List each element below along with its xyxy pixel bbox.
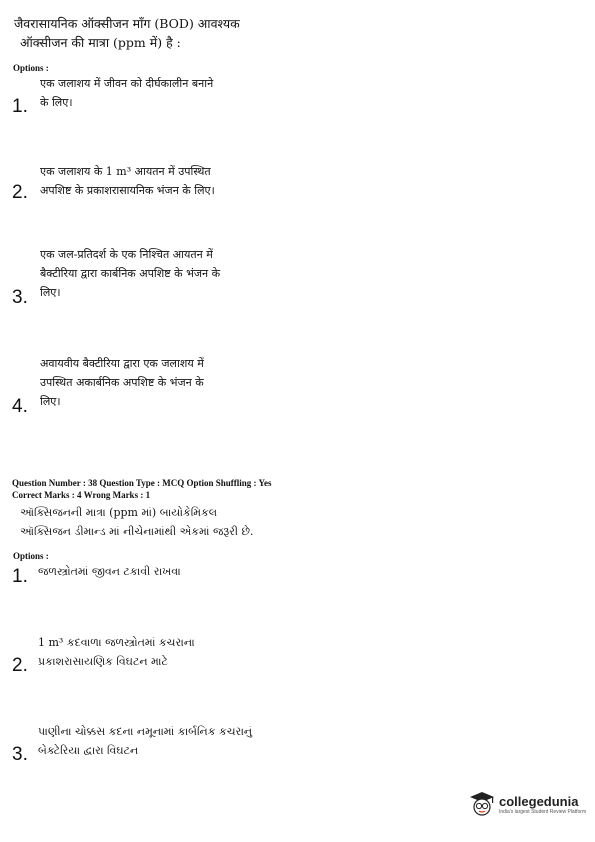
- option-number: 2.: [12, 655, 28, 676]
- option-text: अपशिष्ट के प्रकाशरासायनिक भंजन के लिए।: [40, 184, 215, 197]
- option-number: 2.: [12, 182, 28, 203]
- options-label: Options :: [13, 63, 49, 73]
- question-line: जैवरासायनिक ऑक्सीजन माँग (BOD) आवश्यक: [14, 16, 240, 31]
- question-line: ઑક્સિજન ડીમાન્ડ માં નીચેનામાંથી એકમાં જરૂરી છે.: [20, 525, 254, 538]
- question-38-meta: [12, 477, 271, 501]
- question-37-text: [14, 14, 240, 52]
- option-text: लिए।: [40, 286, 61, 299]
- option-text: लिए।: [40, 395, 61, 408]
- question-line: ઑક્સિજનની માત્રા (ppm માં) બાયોકેમિકલ: [20, 506, 218, 519]
- option-text: 1 m³ કદવાળા જળસ્ત્રોતમાં કચરાના: [38, 636, 195, 649]
- option-text: પાણીના ચોક્કસ કદના નમૂનામાં કાર્બનિક કચરાનું: [38, 725, 253, 738]
- option-number: 3.: [12, 287, 28, 308]
- option-number: 3.: [12, 744, 28, 765]
- option-text: के लिए।: [40, 96, 73, 109]
- question-meta-line: Question Number : 38 Question Type : MCQ Option Shuffling : Yes: [12, 478, 272, 488]
- logo-wordmark: collegedunia: [499, 793, 579, 809]
- option-text: જળસ્ત્રોતમાં જીવન ટકાવી રાખવા: [38, 565, 181, 578]
- question-line: ऑक्सीजन की मात्रा (ppm में) है :: [20, 35, 181, 50]
- question-38-text: [20, 503, 254, 541]
- question-meta-line: Correct Marks : 4 Wrong Marks : 1: [12, 490, 151, 500]
- option-number: 1.: [12, 566, 28, 587]
- option-text: एक जलाशय में जीवन को दीर्घकालीन बनाने: [40, 77, 214, 90]
- options-label: Options :: [13, 551, 49, 561]
- option-text: एक जलाशय के 1 m³ आयतन में उपस्थित: [40, 165, 211, 178]
- option-number: 4.: [12, 396, 28, 417]
- option-text: अवायवीय बैक्टीरिया द्वारा एक जलाशय में: [40, 357, 204, 370]
- option-number: 1.: [12, 96, 28, 117]
- option-text: પ્રકાશરાસાયણિક વિઘટન માટે: [38, 655, 168, 668]
- collegedunia-logo: [468, 790, 586, 818]
- option-text: एक जल-प्रतिदर्श के एक निश्चित आयतन में: [40, 248, 213, 261]
- logo-tagline: India's largest Student Review Platform: [499, 808, 587, 815]
- option-text: બેક્ટેરિયા દ્વારા વિઘટન: [38, 744, 139, 757]
- option-text: बैक्टीरिया द्वारा कार्बनिक अपशिष्ट के भंजन के: [40, 267, 221, 280]
- option-text: उपस्थित अकार्बनिक अपशिष्ट के भंजन के: [40, 376, 204, 389]
- graduate-mascot-icon: [468, 790, 496, 818]
